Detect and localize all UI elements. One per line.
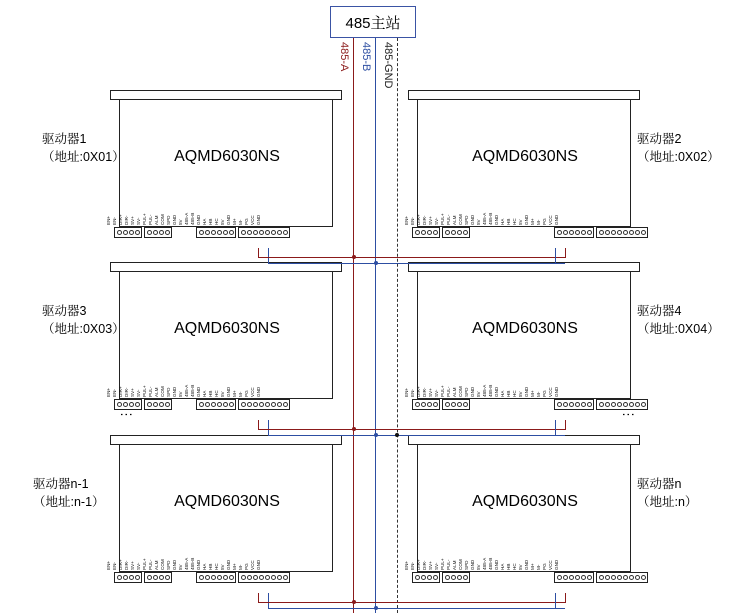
pin-label: SV- [136, 562, 141, 570]
pin-label: 485-A [482, 212, 487, 225]
terminal-block [412, 227, 440, 238]
master-station-box [330, 6, 416, 38]
pin-label: EN- [112, 562, 117, 570]
pin-label: GND [256, 386, 261, 397]
terminal-block [238, 399, 290, 410]
driver-model-label: AQMD6030NS [472, 320, 578, 337]
terminal-block [412, 572, 440, 583]
pin-label: SPD [464, 387, 469, 397]
pin-label: VCC [250, 215, 255, 225]
pin-label: GND [226, 559, 231, 570]
driver-name: 驱动器n-1 [33, 477, 89, 491]
pin-label: HB [506, 390, 511, 397]
pin-label: SV+ [130, 216, 135, 225]
pin-label: 485-A [184, 212, 189, 225]
pin-label: GND [470, 559, 475, 570]
pin-label: COM [160, 386, 165, 397]
pin-label: COM [160, 214, 165, 225]
driver-model-label: AQMD6030NS [174, 320, 280, 337]
pin-label: ALM [452, 560, 457, 570]
wire-segment [375, 608, 565, 609]
driver-unit-2 [404, 90, 640, 240]
pin-label: DIR+ [118, 559, 123, 570]
driver-unit-n-1 [106, 435, 342, 585]
driver-body [404, 99, 631, 227]
driver-name: 驱动器n [637, 477, 682, 491]
pin-label: HC [512, 390, 517, 397]
wire-segment [353, 257, 565, 258]
pin-label: 485-A [184, 557, 189, 570]
pin-label: GND [172, 386, 177, 397]
driver-model-label: AQMD6030NS [472, 493, 578, 510]
pin-label: SPD [166, 560, 171, 570]
pin-label: M+ [232, 390, 237, 397]
pin-label: EN+ [404, 560, 409, 570]
pin-label: M- [536, 219, 541, 225]
pin-label: PUL+ [440, 385, 445, 397]
pin-label: GND [524, 214, 529, 225]
pin-label: 5V [220, 564, 225, 570]
pin-label: 485-A [482, 384, 487, 397]
pin-label: GND [196, 559, 201, 570]
terminal-block [442, 227, 470, 238]
pin-label: COM [160, 559, 165, 570]
pin-label: GND [524, 559, 529, 570]
pin-label: 485-B [488, 384, 493, 397]
driver-address: （地址:n-1） [33, 495, 105, 510]
driver-body [106, 99, 333, 227]
pin-label: GND [524, 386, 529, 397]
pin-label: GND [196, 386, 201, 397]
wire-segment [375, 263, 565, 264]
pin-label: ALM [154, 215, 159, 225]
terminal-block [238, 227, 290, 238]
bus-label-485-a: 485-A [338, 42, 350, 72]
driver-address: （地址:0X04） [637, 322, 720, 337]
bus-line-485-a [353, 38, 354, 613]
pin-label: M+ [232, 563, 237, 570]
pin-label: VCC [548, 560, 553, 570]
pin-label: VCC [548, 215, 553, 225]
pin-label: GND [226, 386, 231, 397]
driver-name: 驱动器2 [637, 132, 682, 146]
pin-label: PUL- [446, 386, 451, 397]
pin-label: DIR+ [118, 386, 123, 397]
pin-label-group [404, 196, 626, 225]
pin-label: DIR- [422, 215, 427, 225]
bus-node [352, 255, 356, 259]
pin-label: SV+ [428, 216, 433, 225]
terminal-row [412, 399, 636, 410]
pin-label: M+ [232, 218, 237, 225]
terminal-row [412, 572, 636, 583]
pin-label: GND [470, 386, 475, 397]
pin-label: 485-A [482, 557, 487, 570]
pin-label: SPD [166, 387, 171, 397]
pin-label: HA [202, 390, 207, 397]
wire-segment [268, 248, 269, 264]
pin-label: GND [226, 214, 231, 225]
wire-segment [268, 420, 269, 436]
pin-label: DIR- [124, 560, 129, 570]
driver-body [404, 271, 631, 399]
wire-segment [258, 257, 354, 258]
wire-segment [565, 420, 566, 430]
pin-label: 485-B [488, 557, 493, 570]
pin-label: GND [494, 386, 499, 397]
pin-label: 5V [178, 391, 183, 397]
wire-segment [353, 602, 565, 603]
pin-label: M- [238, 219, 243, 225]
pin-label: PG [244, 218, 249, 225]
pin-label: M- [238, 564, 243, 570]
pin-label: GND [554, 559, 559, 570]
pin-label: PG [542, 218, 547, 225]
pin-label: GND [470, 214, 475, 225]
pin-label: GND [554, 214, 559, 225]
driver-body [404, 444, 631, 572]
pin-label: SPD [166, 215, 171, 225]
pin-label: DIR- [124, 215, 129, 225]
wire-segment [375, 435, 565, 436]
pin-label: EN+ [404, 215, 409, 225]
wire-segment [555, 593, 556, 609]
pin-label: PG [542, 563, 547, 570]
bus-label-485-b: 485-B [360, 42, 372, 72]
terminal-row [114, 399, 338, 410]
pin-label: 5V [220, 391, 225, 397]
pin-label: EN- [112, 217, 117, 225]
pin-label-group [106, 196, 328, 225]
terminal-row [114, 572, 338, 583]
pin-label: GND [172, 214, 177, 225]
pin-label: EN- [112, 389, 117, 397]
driver-model-label: AQMD6030NS [174, 148, 280, 165]
pin-label: 5V [178, 219, 183, 225]
pin-label: HA [202, 218, 207, 225]
wire-segment [268, 593, 269, 609]
pin-label: EN- [410, 217, 415, 225]
driver-unit-n [404, 435, 640, 585]
pin-label: EN+ [404, 387, 409, 397]
pin-label-group [106, 368, 328, 397]
pin-label: DIR- [124, 387, 129, 397]
terminal-block [442, 572, 470, 583]
pin-label: PG [542, 390, 547, 397]
pin-label: PUL- [148, 386, 153, 397]
terminal-block [238, 572, 290, 583]
driver-model-label: AQMD6030NS [472, 148, 578, 165]
pin-label: M- [536, 391, 541, 397]
pin-label: PG [244, 390, 249, 397]
wire-segment [268, 608, 376, 609]
driver-address: （地址:0X01） [42, 150, 125, 165]
wire-segment [353, 429, 565, 430]
pin-label: M+ [530, 390, 535, 397]
pin-label: EN- [410, 389, 415, 397]
terminal-block [554, 572, 594, 583]
driver-name: 驱动器3 [42, 304, 87, 318]
pin-label: SV- [434, 389, 439, 397]
wire-segment [565, 593, 566, 603]
wire-segment [268, 263, 376, 264]
driver-address: （地址:n） [637, 495, 698, 510]
pin-label: HA [202, 563, 207, 570]
pin-label: HC [214, 563, 219, 570]
pin-label: VCC [548, 387, 553, 397]
pin-label: M+ [530, 218, 535, 225]
pin-label: GND [172, 559, 177, 570]
driver-name: 驱动器4 [637, 304, 682, 318]
driver-model-label: AQMD6030NS [174, 493, 280, 510]
driver-name: 驱动器1 [42, 132, 87, 146]
pin-label: EN- [410, 562, 415, 570]
wire-segment [555, 248, 556, 264]
pin-label: 5V [518, 564, 523, 570]
bus-label-485-gnd: 485-GND [382, 42, 394, 89]
pin-label: COM [458, 214, 463, 225]
pin-label: DIR+ [416, 214, 421, 225]
bus-node [352, 600, 356, 604]
pin-label: VCC [250, 560, 255, 570]
terminal-block [442, 399, 470, 410]
pin-label-group [404, 541, 626, 570]
terminal-block [196, 572, 236, 583]
pin-label: HB [208, 563, 213, 570]
pin-label: 5V [220, 219, 225, 225]
terminal-block [114, 227, 142, 238]
pin-label: PUL+ [142, 213, 147, 225]
pin-label: SV+ [130, 388, 135, 397]
driver-label-3 [42, 302, 125, 338]
continuation-dots-left: ⋮ [119, 408, 134, 421]
pin-label: GND [256, 559, 261, 570]
pin-label: DIR- [422, 560, 427, 570]
bus-line-485-gnd [397, 38, 398, 613]
driver-label-n-1 [33, 475, 105, 511]
pin-label: GND [554, 386, 559, 397]
bus-node [374, 606, 378, 610]
pin-label: PUL- [148, 214, 153, 225]
driver-label-4 [637, 302, 720, 338]
pin-label: GND [494, 214, 499, 225]
wire-segment [258, 429, 354, 430]
pin-label: 5V [518, 219, 523, 225]
pin-label: DIR- [422, 387, 427, 397]
bus-line-485-b [375, 38, 376, 613]
pin-label: 485-B [190, 557, 195, 570]
pin-label: PUL+ [440, 213, 445, 225]
pin-label: GND [256, 214, 261, 225]
pin-label: HB [208, 390, 213, 397]
pin-label: PUL- [446, 214, 451, 225]
pin-label: SV- [434, 562, 439, 570]
pin-label: ALM [154, 387, 159, 397]
bus-node [374, 261, 378, 265]
pin-label: SV+ [130, 561, 135, 570]
pin-label: PUL- [446, 559, 451, 570]
pin-label: SPD [464, 560, 469, 570]
pin-label: SV- [136, 389, 141, 397]
driver-address: （地址:0X03） [42, 322, 125, 337]
terminal-block [144, 227, 172, 238]
driver-label-2 [637, 130, 720, 166]
pin-label: EN+ [106, 215, 111, 225]
terminal-block [196, 227, 236, 238]
terminal-block [144, 399, 172, 410]
terminal-block [196, 399, 236, 410]
driver-body [106, 271, 333, 399]
pin-label: HC [512, 218, 517, 225]
pin-label: HC [512, 563, 517, 570]
pin-label: PUL- [148, 559, 153, 570]
pin-label: HA [500, 390, 505, 397]
pin-label: EN+ [106, 560, 111, 570]
wire-segment [258, 602, 354, 603]
pin-label: ALM [154, 560, 159, 570]
driver-unit-3 [106, 262, 342, 412]
wire-segment [555, 420, 556, 436]
pin-label: SV- [136, 217, 141, 225]
driver-label-1 [42, 130, 125, 166]
pin-label-group [106, 541, 328, 570]
driver-address: （地址:0X02） [637, 150, 720, 165]
pin-label: COM [458, 386, 463, 397]
pin-label: ALM [452, 387, 457, 397]
terminal-block [144, 572, 172, 583]
terminal-block [554, 399, 594, 410]
pin-label: HA [500, 218, 505, 225]
pin-label: SV+ [428, 388, 433, 397]
pin-label: M- [536, 564, 541, 570]
terminal-block [596, 572, 648, 583]
pin-label: 485-A [184, 384, 189, 397]
wire-segment [268, 435, 376, 436]
driver-label-n [637, 475, 697, 511]
pin-label: PUL+ [440, 558, 445, 570]
bus-node [395, 433, 399, 437]
terminal-block [114, 572, 142, 583]
pin-label: 485-B [190, 384, 195, 397]
pin-label: HB [208, 218, 213, 225]
master-station-label: 485主站 [345, 14, 401, 32]
pin-label: 485-B [488, 212, 493, 225]
pin-label: 5V [518, 391, 523, 397]
pin-label: SV- [434, 217, 439, 225]
pin-label: 485-B [190, 212, 195, 225]
pin-label: PG [244, 563, 249, 570]
driver-unit-4 [404, 262, 640, 412]
bus-node [352, 427, 356, 431]
pin-label: HB [506, 563, 511, 570]
pin-label: HA [500, 563, 505, 570]
pin-label: ALM [452, 215, 457, 225]
pin-label: 5V [178, 564, 183, 570]
pin-label: 5V [476, 219, 481, 225]
wire-segment [565, 248, 566, 258]
driver-body [106, 444, 333, 572]
pin-label-group [404, 368, 626, 397]
pin-label: M- [238, 391, 243, 397]
pin-label: 5V [476, 564, 481, 570]
terminal-row [412, 227, 636, 238]
pin-label: VCC [250, 387, 255, 397]
pin-label: HC [214, 390, 219, 397]
bus-node [374, 433, 378, 437]
pin-label: PUL+ [142, 385, 147, 397]
driver-unit-1 [106, 90, 342, 240]
pin-label: EN+ [106, 387, 111, 397]
pin-label: DIR+ [416, 559, 421, 570]
pin-label: DIR+ [118, 214, 123, 225]
pin-label: HB [506, 218, 511, 225]
terminal-block [412, 399, 440, 410]
pin-label: COM [458, 559, 463, 570]
pin-label: DIR+ [416, 386, 421, 397]
terminal-block [554, 227, 594, 238]
pin-label: 5V [476, 391, 481, 397]
pin-label: M+ [530, 563, 535, 570]
pin-label: SV+ [428, 561, 433, 570]
terminal-row [114, 227, 338, 238]
pin-label: PUL+ [142, 558, 147, 570]
pin-label: GND [494, 559, 499, 570]
terminal-block [596, 227, 648, 238]
continuation-dots-right: ⋮ [621, 408, 636, 421]
pin-label: HC [214, 218, 219, 225]
pin-label: SPD [464, 215, 469, 225]
pin-label: GND [196, 214, 201, 225]
